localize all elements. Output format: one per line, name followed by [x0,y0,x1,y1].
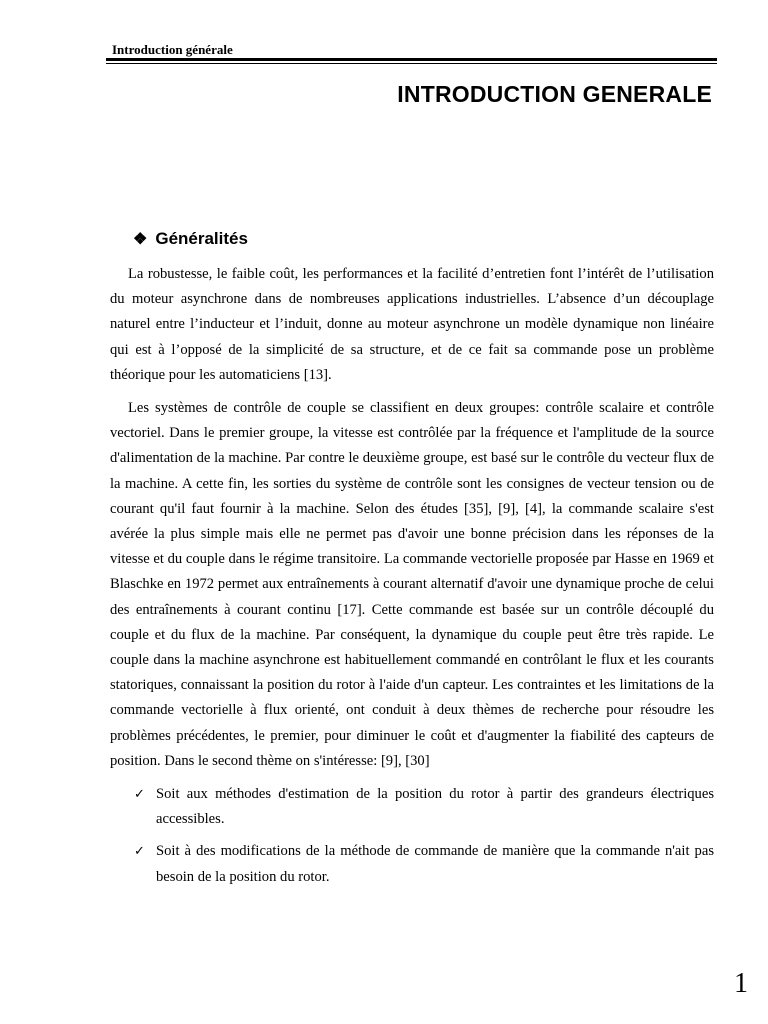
paragraph-1: La robustesse, le faible coût, les performances et la facilité d’entretien font l’intérêt de l’utilisation du moteur asynchrone dans de nombreuses applications industrielles. L’absence d’un découplage naturel entre l’inducteur et l’induit, donne au moteur asynchrone un modèle dynamique non linéaire qui est à l’opposé de la simplicité de sa structure, et de ce fait sa commande pose un problème théorique pour les automaticiens [13]. [110,266,714,383]
checkmark-icon: ✓ [134,787,145,803]
header-rule-thin [106,63,717,64]
section-heading [133,229,248,249]
running-header: Introduction générale [112,42,233,57]
checklist-item [110,839,714,889]
checklist [110,782,714,890]
paragraph-2: Les systèmes de contrôle de couple se classifient en deux groupes: contrôle scalaire et contrôle vectoriel. Dans le premier groupe, la vitesse est contrôlée par la fréquence et l'amplitude de la source d'alimentation de la machine. Par contre le deuxième groupe, est basé sur le contrôle du vecteur flux de la machine. A cette fin, les sorties du système de contrôle sont les consignes de vecteur tension ou de courant qu'il faut fournir à la machine. Selon des études [35], [9], [4], la commande scalaire s'est avérée la plus simple mais elle ne permet pas d'avoir une bonne précision dans les réponses de la vitesse et du couple dans le régime transitoire. La commande vectorielle proposée par Hasse en 1969 et Blaschke en 1972 permet aux entraînements à courant alternatif d'avoir une dynamique proche de celui des entraînements à courant continu [17]. Cette commande est basée sur un contrôle découplé du couple et du flux de la machine. Par conséquent, la dynamique du couple peut être très rapide. Le couple dans la machine asynchrone est habituellement commandé en contrôlant le flux et les courants statoriques, connaissant la position du rotor à l'aide d'un capteur. Les contraintes et les limitations de la commande vectorielle à flux orienté, ont conduit à deux thèmes de recherche pour résoudre les problèmes précédentes, le premier, pour diminuer le coût et d'augmenter la fiabilité des capteurs de position. Dans le second thème on s'intéresse: [9], [30] [110,400,714,769]
checklist-item [110,782,714,832]
body-text [110,262,714,897]
checklist-item-text: Soit à des modifications de la méthode de commande de manière que la commande n'ait pas besoin de la position du rotor. [156,843,714,885]
checkmark-icon: ✓ [134,844,145,860]
checklist-item-text: Soit aux méthodes d'estimation de la position du rotor à partir des grandeurs électriques accessibles. [156,786,714,828]
page-title: INTRODUCTION GENERALE [397,81,712,107]
section-heading-text: Généralités [155,229,248,248]
diamond-four-icon: ❖ [133,231,148,248]
page-number: 1 [734,968,748,999]
header-rule-thick [106,58,717,61]
